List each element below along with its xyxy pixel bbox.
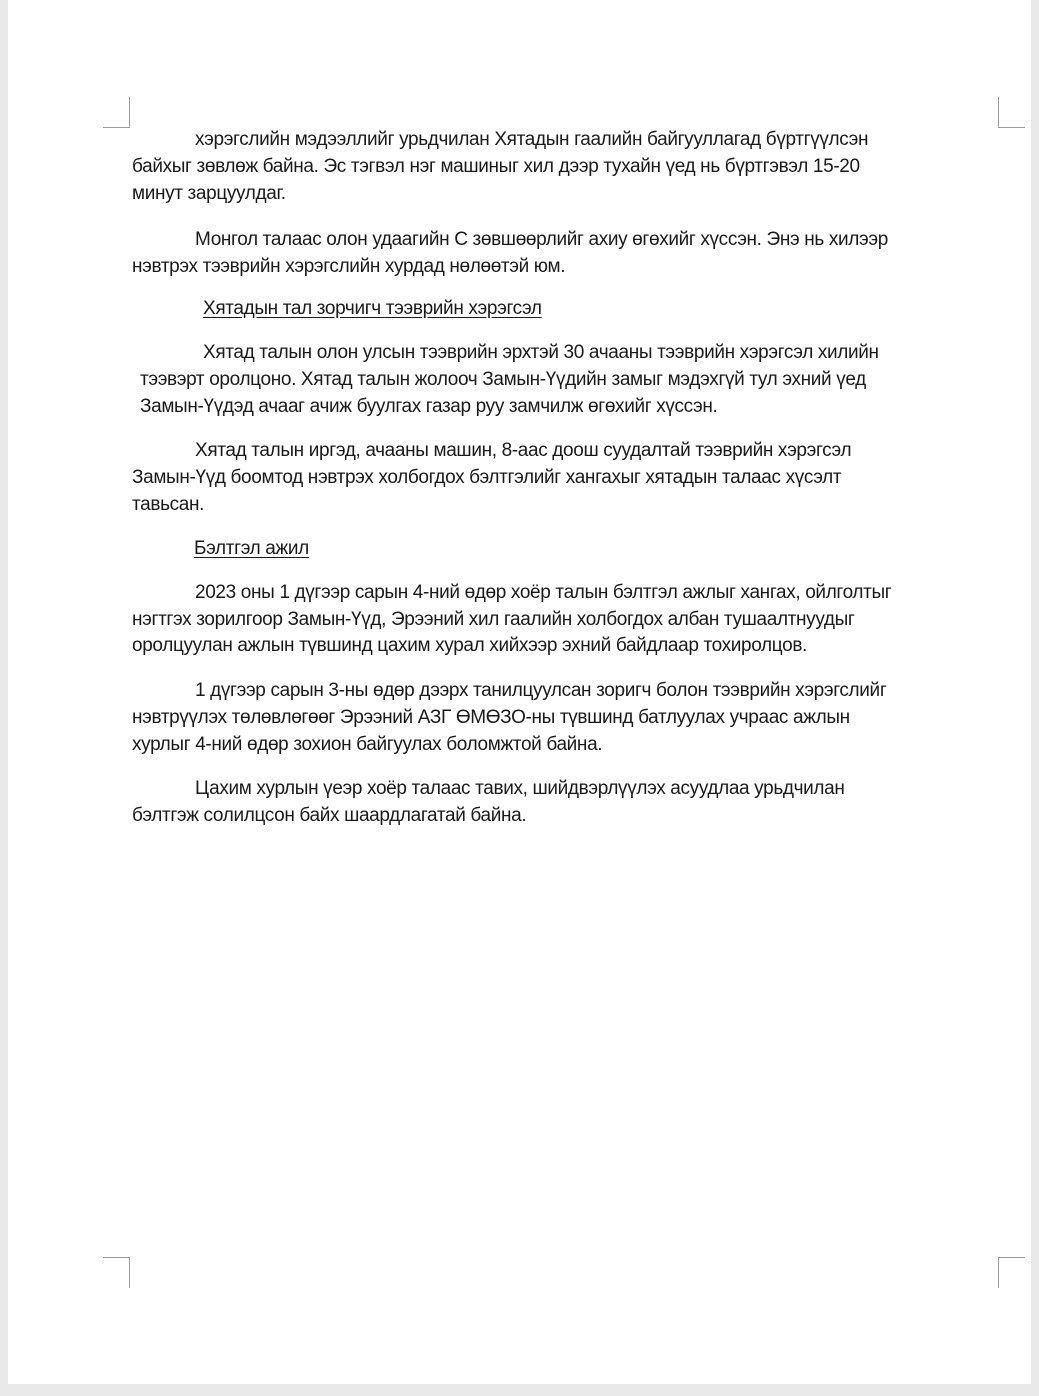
paragraph-line: 2023 оны 1 дүгээр сарын 4-ний өдөр хоёр талын бэлтгэл ажлыг хангах, ойлголтыг [195,582,892,603]
section-heading: Бэлтгэл ажил [194,538,309,559]
paragraph-line: нэвтрүүлэх төлөвлөгөөг Эрээний АЗГ ӨМӨЗО-ны түвшинд батлуулах учраас ажлын [132,707,850,728]
paragraph-line: Замын-Үүдэд ачааг ачиж буулгах газар руу замчилж өгөхийг хүссэн. [140,396,718,417]
paragraph-line: Замын-Үүд боомтод нэвтрэх холбогдох бэлтгэлийг хангахыг хятадын талаас хүсэлт [132,467,842,488]
paragraph-line: Хятад талын олон улсын тээврийн эрхтэй 30 ачааны тээврийн хэрэгсэл хилийн [203,342,879,363]
paragraph-line: Цахим хурлын үеэр хоёр талаас тавих, шийдвэрлүүлэх асуудлаа урьдчилан [195,778,845,799]
section-heading: Хятадын тал зорчигч тээврийн хэрэгсэл [203,298,542,319]
paragraph-line: бэлтгэж солилцсон байх шаардлагатай байна. [132,805,527,826]
paragraph-line: тавьсан. [132,494,205,515]
paragraph-line: Монгол талаас олон удаагийн С зөвшөөрлийг ахиу өгөхийг хүссэн. Энэ нь хилээр [195,229,888,250]
paragraph-line: хурлыг 4-ний өдөр зохион байгуулах боломжтой байна. [132,734,603,755]
corner-mark-top-left [103,97,130,128]
corner-mark-bottom-right [998,1257,1025,1288]
paragraph-line: 1 дүгээр сарын 3-ны өдөр дээрх танилцуулсан зоригч болон тээврийн хэрэгслийг [195,680,887,701]
corner-mark-bottom-left [103,1257,130,1288]
paragraph-line: хэрэгслийн мэдээллийг урьдчилан Хятадын гаалийн байгууллагад бүртгүүлсэн [195,129,869,150]
paragraph-line: Хятад талын иргэд, ачааны машин, 8-аас доош суудалтай тээврийн хэрэгсэл [195,440,852,461]
document-page [8,0,1031,1384]
paragraph-line: тээвэрт оролцоно. Хятад талын жолооч Замын-Үүдийн замыг мэдэхгүй тул эхний үед [140,369,866,390]
paragraph-line: байхыг зөвлөж байна. Эс тэгвэл нэг машиныг хил дээр тухайн үед нь бүртгэвэл 15-20 [132,156,860,177]
paragraph-line: минут зарцуулдаг. [132,183,286,204]
paragraph-line: нэвтрэх тээврийн хэрэгслийн хурдад нөлөөтэй юм. [132,256,566,277]
paragraph-line: нэгтгэх зорилгоор Замын-Үүд, Эрээний хил гаалийн холбогдох албан тушаалтнуудыг [132,609,855,630]
paragraph-line: оролцуулан ажлын түвшинд цахим хурал хийхээр эхний байдлаар тохиролцов. [132,635,807,656]
corner-mark-top-right [998,97,1025,128]
